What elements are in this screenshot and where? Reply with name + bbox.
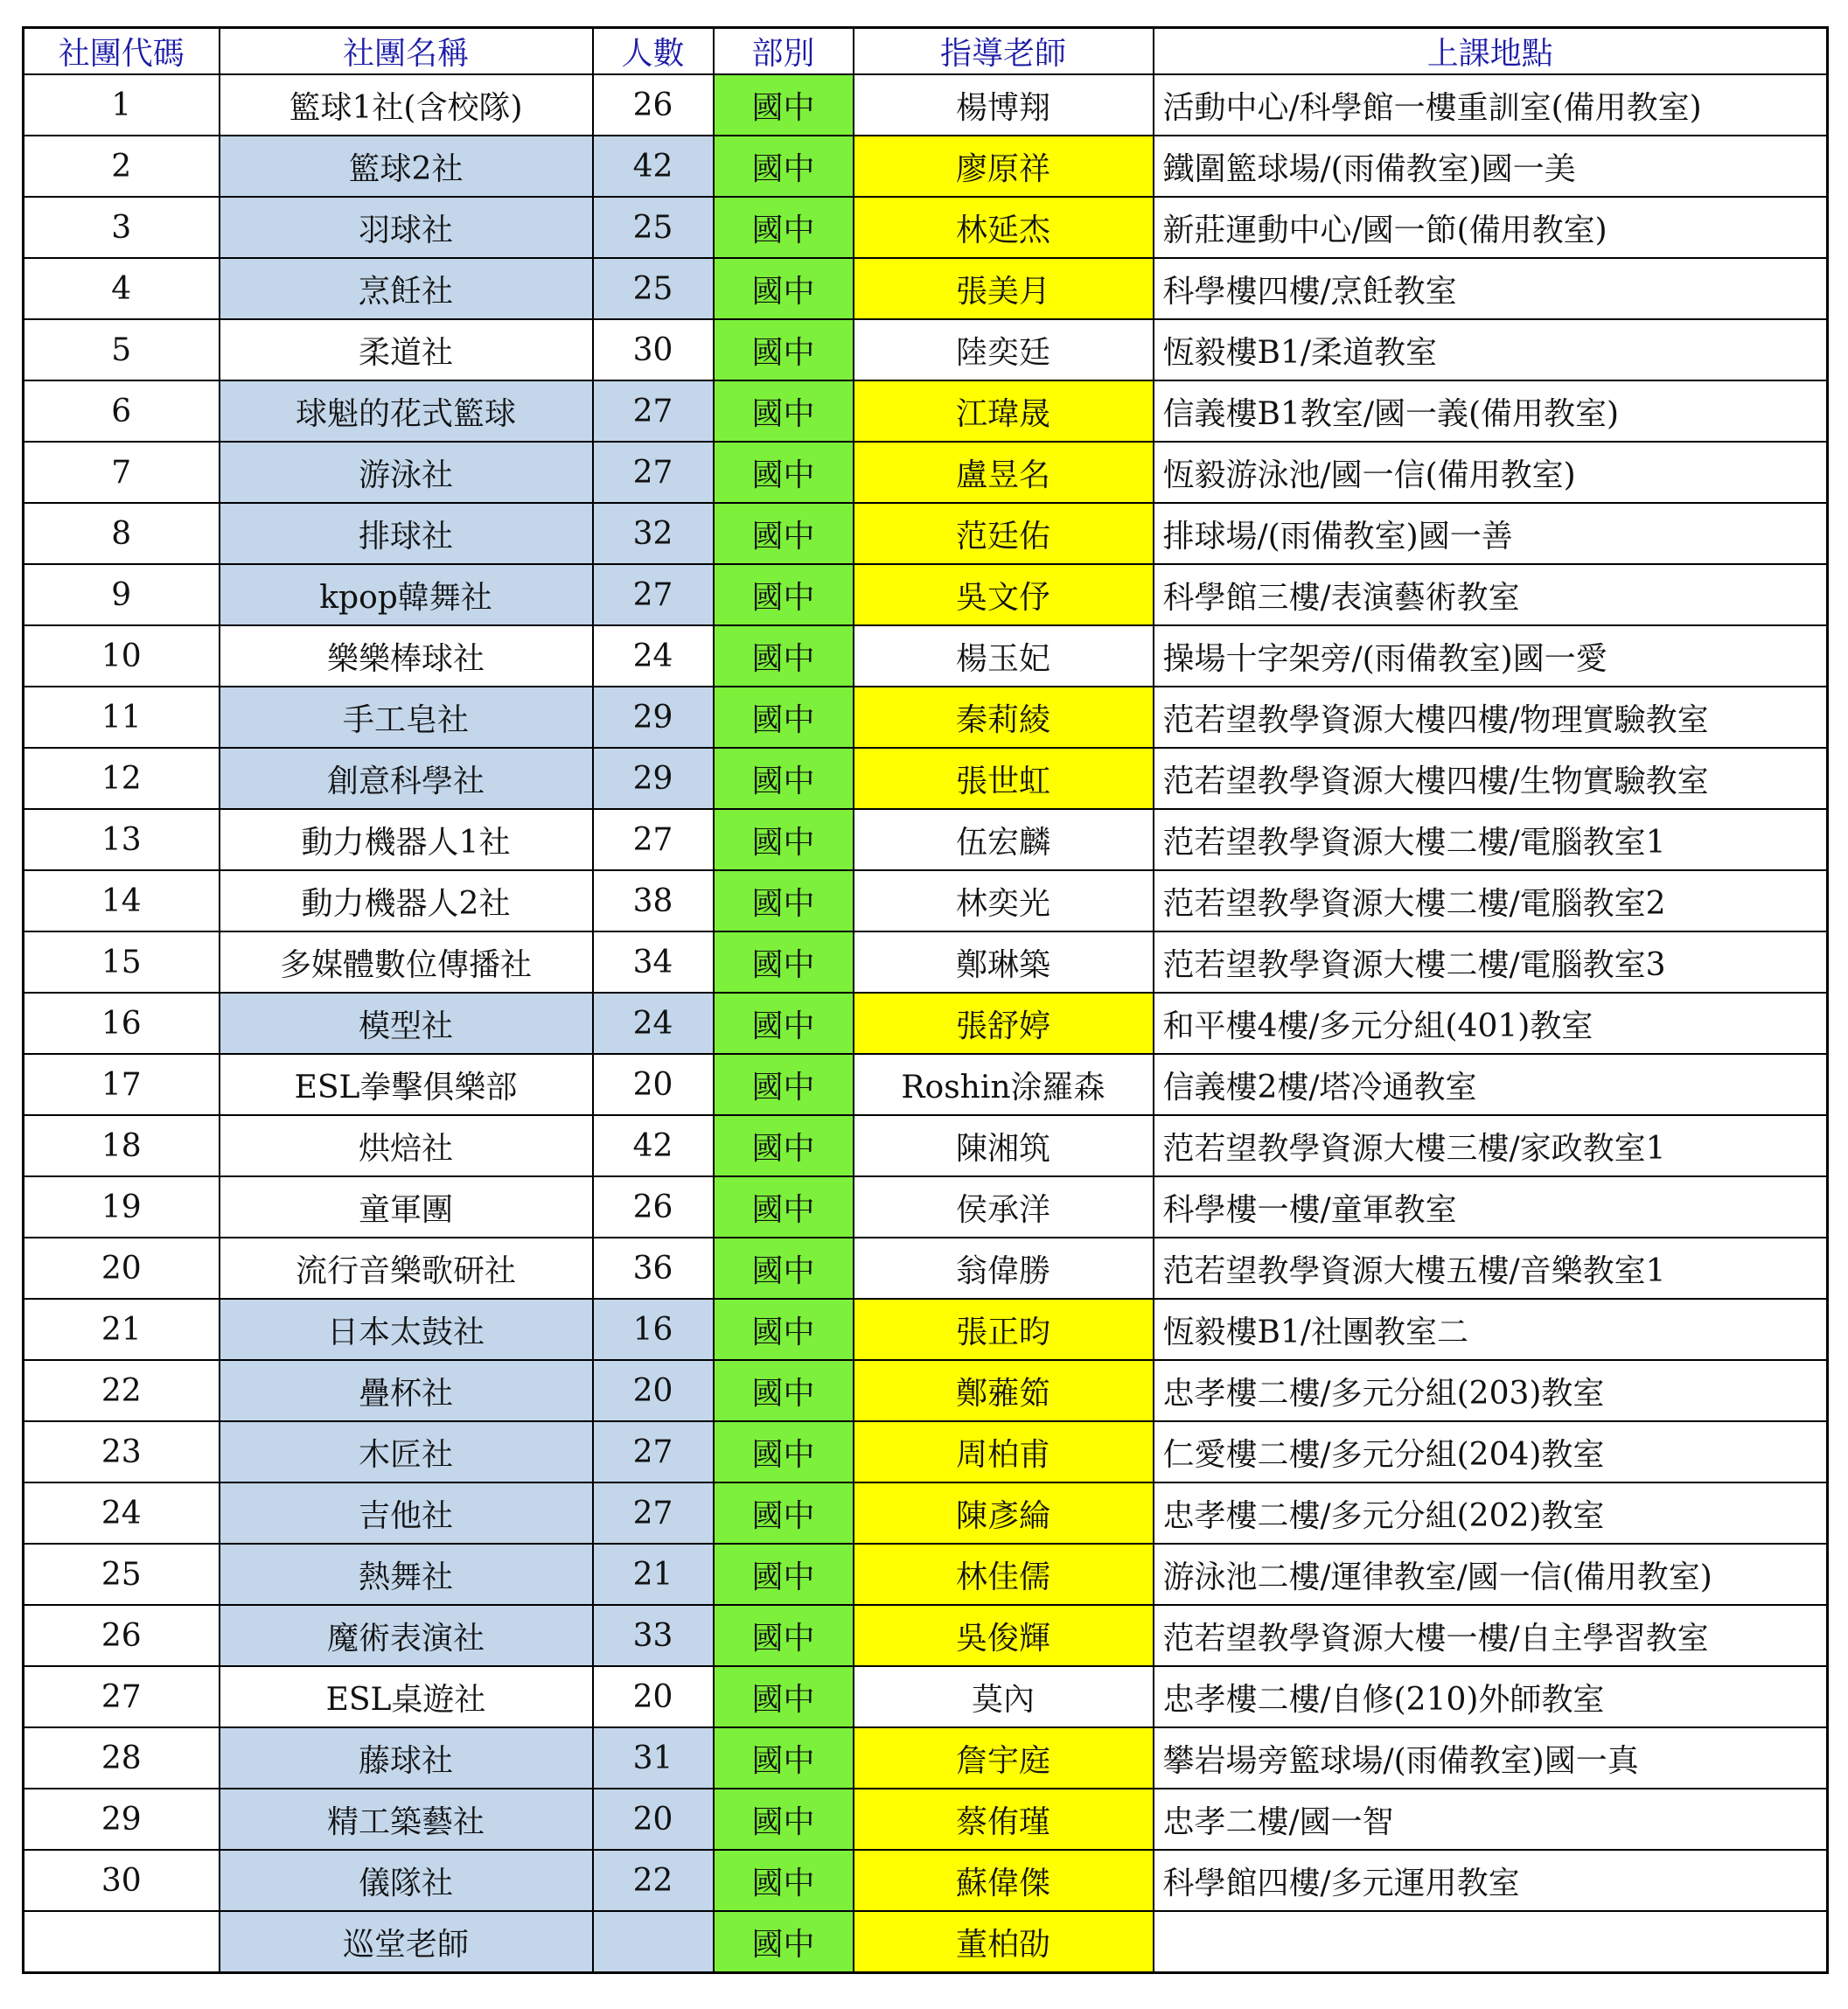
cell-location: 和平樓4樓/多元分組(401)教室 xyxy=(1154,993,1828,1054)
cell-member-count: 20 xyxy=(593,1054,714,1115)
table-row xyxy=(24,1482,1828,1544)
cell-club-name: ESL拳擊俱樂部 xyxy=(220,1054,593,1115)
cell-teacher: 林奕光 xyxy=(854,870,1154,931)
cell-department: 國中 xyxy=(714,1789,854,1850)
cell-club-name: 籃球1社(含校隊) xyxy=(220,74,593,136)
cell-club-name: 多媒體數位傳播社 xyxy=(220,931,593,993)
cell-member-count: 24 xyxy=(593,625,714,687)
cell-club-code: 4 xyxy=(24,258,220,319)
cell-teacher: 廖原祥 xyxy=(854,136,1154,197)
cell-club-name: 籃球2社 xyxy=(220,136,593,197)
table-row xyxy=(24,1727,1828,1789)
cell-club-name: 流行音樂歌研社 xyxy=(220,1238,593,1299)
cell-department: 國中 xyxy=(714,809,854,870)
cell-department: 國中 xyxy=(714,1360,854,1421)
cell-member-count: 42 xyxy=(593,1115,714,1176)
cell-location: 操場十字架旁/(雨備教室)國一愛 xyxy=(1154,625,1828,687)
table-row xyxy=(24,1299,1828,1360)
cell-department: 國中 xyxy=(714,380,854,442)
cell-teacher: 侯承洋 xyxy=(854,1176,1154,1238)
cell-teacher: 翁偉勝 xyxy=(854,1238,1154,1299)
cell-department: 國中 xyxy=(714,136,854,197)
cell-member-count: 31 xyxy=(593,1727,714,1789)
cell-location: 科學樓一樓/童軍教室 xyxy=(1154,1176,1828,1238)
table-row xyxy=(24,748,1828,809)
header-teacher: 指導老師 xyxy=(854,28,1154,75)
cell-location: 鐵圍籃球場/(雨備教室)國一美 xyxy=(1154,136,1828,197)
cell-department: 國中 xyxy=(714,1054,854,1115)
cell-member-count: 24 xyxy=(593,993,714,1054)
cell-club-name: 藤球社 xyxy=(220,1727,593,1789)
cell-club-name: 樂樂棒球社 xyxy=(220,625,593,687)
cell-member-count: 20 xyxy=(593,1789,714,1850)
cell-department: 國中 xyxy=(714,564,854,625)
cell-department: 國中 xyxy=(714,1482,854,1544)
cell-teacher: 吳文伃 xyxy=(854,564,1154,625)
cell-club-code: 28 xyxy=(24,1727,220,1789)
table-row xyxy=(24,1605,1828,1666)
cell-club-name: 烹飪社 xyxy=(220,258,593,319)
cell-location: 新莊運動中心/國一節(備用教室) xyxy=(1154,197,1828,258)
cell-department: 國中 xyxy=(714,625,854,687)
cell-club-name: 模型社 xyxy=(220,993,593,1054)
cell-teacher: 陳彥綸 xyxy=(854,1482,1154,1544)
cell-department: 國中 xyxy=(714,1421,854,1482)
cell-member-count: 25 xyxy=(593,258,714,319)
cell-department: 國中 xyxy=(714,1666,854,1727)
cell-teacher: 鄭琳築 xyxy=(854,931,1154,993)
cell-member-count: 25 xyxy=(593,197,714,258)
cell-teacher: 陸奕廷 xyxy=(854,319,1154,380)
cell-member-count: 16 xyxy=(593,1299,714,1360)
header-member-count: 人數 xyxy=(593,28,714,75)
cell-location: 恆毅樓B1/社團教室二 xyxy=(1154,1299,1828,1360)
cell-member-count: 22 xyxy=(593,1850,714,1911)
table-row xyxy=(24,503,1828,564)
cell-member-count: 20 xyxy=(593,1360,714,1421)
cell-club-name: 熱舞社 xyxy=(220,1544,593,1605)
cell-club-name: 日本太鼓社 xyxy=(220,1299,593,1360)
cell-member-count: 20 xyxy=(593,1666,714,1727)
cell-member-count: 26 xyxy=(593,1176,714,1238)
table-row xyxy=(24,870,1828,931)
cell-teacher: 陳湘筑 xyxy=(854,1115,1154,1176)
cell-teacher: 蔡侑瑾 xyxy=(854,1789,1154,1850)
table-row xyxy=(24,258,1828,319)
table-row xyxy=(24,564,1828,625)
cell-teacher: 秦莉綾 xyxy=(854,687,1154,748)
cell-department: 國中 xyxy=(714,1299,854,1360)
cell-location: 排球場/(雨備教室)國一善 xyxy=(1154,503,1828,564)
header-location: 上課地點 xyxy=(1154,28,1828,75)
cell-location: 忠孝樓二樓/自修(210)外師教室 xyxy=(1154,1666,1828,1727)
cell-teacher: 鄭蕥筎 xyxy=(854,1360,1154,1421)
cell-department: 國中 xyxy=(714,74,854,136)
cell-club-name: 童軍團 xyxy=(220,1176,593,1238)
cell-club-code: 11 xyxy=(24,687,220,748)
cell-club-code: 20 xyxy=(24,1238,220,1299)
cell-location: 范若望教學資源大樓二樓/電腦教室3 xyxy=(1154,931,1828,993)
cell-club-code: 19 xyxy=(24,1176,220,1238)
cell-location: 范若望教學資源大樓四樓/物理實驗教室 xyxy=(1154,687,1828,748)
table-row xyxy=(24,1054,1828,1115)
cell-teacher: 林延杰 xyxy=(854,197,1154,258)
cell-department: 國中 xyxy=(714,1911,854,1973)
cell-club-name: 排球社 xyxy=(220,503,593,564)
cell-teacher: 范廷佑 xyxy=(854,503,1154,564)
cell-member-count: 33 xyxy=(593,1605,714,1666)
cell-club-name: 烘焙社 xyxy=(220,1115,593,1176)
cell-department: 國中 xyxy=(714,870,854,931)
table-body xyxy=(24,74,1828,1973)
cell-department: 國中 xyxy=(714,748,854,809)
cell-club-name: 動力機器人1社 xyxy=(220,809,593,870)
cell-teacher: 伍宏麟 xyxy=(854,809,1154,870)
cell-teacher: 莫內 xyxy=(854,1666,1154,1727)
cell-teacher: 張正昀 xyxy=(854,1299,1154,1360)
cell-department: 國中 xyxy=(714,197,854,258)
cell-club-code: 27 xyxy=(24,1666,220,1727)
cell-club-name: 巡堂老師 xyxy=(220,1911,593,1973)
cell-department: 國中 xyxy=(714,1238,854,1299)
cell-teacher: 張世虹 xyxy=(854,748,1154,809)
cell-location: 范若望教學資源大樓一樓/自主學習教室 xyxy=(1154,1605,1828,1666)
cell-teacher: 盧昱名 xyxy=(854,442,1154,503)
table-header xyxy=(24,28,1828,75)
cell-club-code: 24 xyxy=(24,1482,220,1544)
cell-teacher: 詹宇庭 xyxy=(854,1727,1154,1789)
cell-club-name: 精工築藝社 xyxy=(220,1789,593,1850)
header-club-code: 社團代碼 xyxy=(24,28,220,75)
cell-location: 恆毅樓B1/柔道教室 xyxy=(1154,319,1828,380)
cell-department: 國中 xyxy=(714,931,854,993)
cell-member-count: 42 xyxy=(593,136,714,197)
cell-location: 仁愛樓二樓/多元分組(204)教室 xyxy=(1154,1421,1828,1482)
cell-member-count: 36 xyxy=(593,1238,714,1299)
cell-club-code: 18 xyxy=(24,1115,220,1176)
cell-club-name: 游泳社 xyxy=(220,442,593,503)
table-row xyxy=(24,1421,1828,1482)
table-row xyxy=(24,687,1828,748)
cell-club-code: 17 xyxy=(24,1054,220,1115)
table-row xyxy=(24,74,1828,136)
table-row xyxy=(24,136,1828,197)
cell-member-count: 27 xyxy=(593,1421,714,1482)
table-row xyxy=(24,1544,1828,1605)
cell-department: 國中 xyxy=(714,1544,854,1605)
cell-club-name: 球魁的花式籃球 xyxy=(220,380,593,442)
cell-club-name: 手工皂社 xyxy=(220,687,593,748)
cell-club-name: 創意科學社 xyxy=(220,748,593,809)
cell-location: 科學樓四樓/烹飪教室 xyxy=(1154,258,1828,319)
cell-club-code: 21 xyxy=(24,1299,220,1360)
cell-location: 忠孝二樓/國一智 xyxy=(1154,1789,1828,1850)
cell-club-name: 柔道社 xyxy=(220,319,593,380)
table-row xyxy=(24,1666,1828,1727)
cell-club-name: 木匠社 xyxy=(220,1421,593,1482)
table-row xyxy=(24,442,1828,503)
cell-teacher: 吳俊輝 xyxy=(854,1605,1154,1666)
cell-member-count: 26 xyxy=(593,74,714,136)
cell-teacher: 楊玉妃 xyxy=(854,625,1154,687)
cell-club-code: 2 xyxy=(24,136,220,197)
cell-department: 國中 xyxy=(714,1850,854,1911)
header-department: 部別 xyxy=(714,28,854,75)
cell-member-count xyxy=(593,1911,714,1973)
header-row xyxy=(24,28,1828,75)
table-row xyxy=(24,1360,1828,1421)
table-row xyxy=(24,319,1828,380)
cell-club-code: 22 xyxy=(24,1360,220,1421)
cell-member-count: 27 xyxy=(593,1482,714,1544)
cell-club-code: 13 xyxy=(24,809,220,870)
cell-club-code: 6 xyxy=(24,380,220,442)
cell-location: 忠孝樓二樓/多元分組(203)教室 xyxy=(1154,1360,1828,1421)
cell-location: 范若望教學資源大樓三樓/家政教室1 xyxy=(1154,1115,1828,1176)
cell-club-code: 25 xyxy=(24,1544,220,1605)
table-row xyxy=(24,625,1828,687)
cell-department: 國中 xyxy=(714,1176,854,1238)
cell-department: 國中 xyxy=(714,319,854,380)
cell-teacher: 張美月 xyxy=(854,258,1154,319)
cell-club-code: 30 xyxy=(24,1850,220,1911)
table-row xyxy=(24,809,1828,870)
cell-club-code: 10 xyxy=(24,625,220,687)
cell-location: 信義樓B1教室/國一義(備用教室) xyxy=(1154,380,1828,442)
cell-location: 忠孝樓二樓/多元分組(202)教室 xyxy=(1154,1482,1828,1544)
cell-location: 范若望教學資源大樓四樓/生物實驗教室 xyxy=(1154,748,1828,809)
table-row xyxy=(24,1115,1828,1176)
table-row xyxy=(24,931,1828,993)
cell-club-name: 動力機器人2社 xyxy=(220,870,593,931)
cell-location: 范若望教學資源大樓二樓/電腦教室2 xyxy=(1154,870,1828,931)
cell-location: 攀岩場旁籃球場/(雨備教室)國一真 xyxy=(1154,1727,1828,1789)
cell-club-code: 29 xyxy=(24,1789,220,1850)
table-row xyxy=(24,1850,1828,1911)
table-row xyxy=(24,197,1828,258)
table-row xyxy=(24,1238,1828,1299)
cell-member-count: 27 xyxy=(593,564,714,625)
cell-department: 國中 xyxy=(714,258,854,319)
cell-member-count: 38 xyxy=(593,870,714,931)
cell-teacher: 林佳儒 xyxy=(854,1544,1154,1605)
cell-member-count: 34 xyxy=(593,931,714,993)
cell-club-code: 5 xyxy=(24,319,220,380)
cell-member-count: 29 xyxy=(593,748,714,809)
cell-department: 國中 xyxy=(714,993,854,1054)
cell-location: 科學館三樓/表演藝術教室 xyxy=(1154,564,1828,625)
cell-teacher: 楊博翔 xyxy=(854,74,1154,136)
cell-club-code: 23 xyxy=(24,1421,220,1482)
cell-club-name: 魔術表演社 xyxy=(220,1605,593,1666)
cell-club-name: 羽球社 xyxy=(220,197,593,258)
cell-teacher: Roshin涂羅森 xyxy=(854,1054,1154,1115)
table-row xyxy=(24,1911,1828,1973)
club-roster-table xyxy=(22,26,1829,1974)
cell-department: 國中 xyxy=(714,503,854,564)
cell-club-code: 8 xyxy=(24,503,220,564)
cell-club-code: 3 xyxy=(24,197,220,258)
cell-teacher: 張舒婷 xyxy=(854,993,1154,1054)
cell-club-code: 15 xyxy=(24,931,220,993)
cell-member-count: 32 xyxy=(593,503,714,564)
cell-member-count: 27 xyxy=(593,809,714,870)
cell-club-name: 疊杯社 xyxy=(220,1360,593,1421)
cell-club-name: 儀隊社 xyxy=(220,1850,593,1911)
cell-location: 恆毅游泳池/國一信(備用教室) xyxy=(1154,442,1828,503)
cell-department: 國中 xyxy=(714,1115,854,1176)
table-row xyxy=(24,1176,1828,1238)
cell-department: 國中 xyxy=(714,1727,854,1789)
cell-teacher: 董柏劭 xyxy=(854,1911,1154,1973)
cell-club-name: 吉他社 xyxy=(220,1482,593,1544)
cell-department: 國中 xyxy=(714,442,854,503)
cell-location: 信義樓2樓/塔冷通教室 xyxy=(1154,1054,1828,1115)
cell-member-count: 30 xyxy=(593,319,714,380)
table-row xyxy=(24,380,1828,442)
cell-member-count: 27 xyxy=(593,380,714,442)
cell-teacher: 江瑋晟 xyxy=(854,380,1154,442)
cell-club-code: 26 xyxy=(24,1605,220,1666)
cell-department: 國中 xyxy=(714,1605,854,1666)
cell-department: 國中 xyxy=(714,687,854,748)
cell-club-code: 14 xyxy=(24,870,220,931)
cell-club-code: 7 xyxy=(24,442,220,503)
cell-location: 范若望教學資源大樓五樓/音樂教室1 xyxy=(1154,1238,1828,1299)
cell-club-code: 16 xyxy=(24,993,220,1054)
cell-member-count: 29 xyxy=(593,687,714,748)
cell-location: 游泳池二樓/運律教室/國一信(備用教室) xyxy=(1154,1544,1828,1605)
cell-club-code: 1 xyxy=(24,74,220,136)
cell-teacher: 蘇偉傑 xyxy=(854,1850,1154,1911)
cell-club-name: kpop韓舞社 xyxy=(220,564,593,625)
table-row xyxy=(24,993,1828,1054)
cell-teacher: 周柏甫 xyxy=(854,1421,1154,1482)
cell-club-name: ESL桌遊社 xyxy=(220,1666,593,1727)
cell-location: 活動中心/科學館一樓重訓室(備用教室) xyxy=(1154,74,1828,136)
cell-location xyxy=(1154,1911,1828,1973)
cell-club-code xyxy=(24,1911,220,1973)
table-row xyxy=(24,1789,1828,1850)
cell-location: 科學館四樓/多元運用教室 xyxy=(1154,1850,1828,1911)
cell-location: 范若望教學資源大樓二樓/電腦教室1 xyxy=(1154,809,1828,870)
cell-member-count: 21 xyxy=(593,1544,714,1605)
header-club-name: 社團名稱 xyxy=(220,28,593,75)
cell-club-code: 9 xyxy=(24,564,220,625)
cell-club-code: 12 xyxy=(24,748,220,809)
cell-member-count: 27 xyxy=(593,442,714,503)
